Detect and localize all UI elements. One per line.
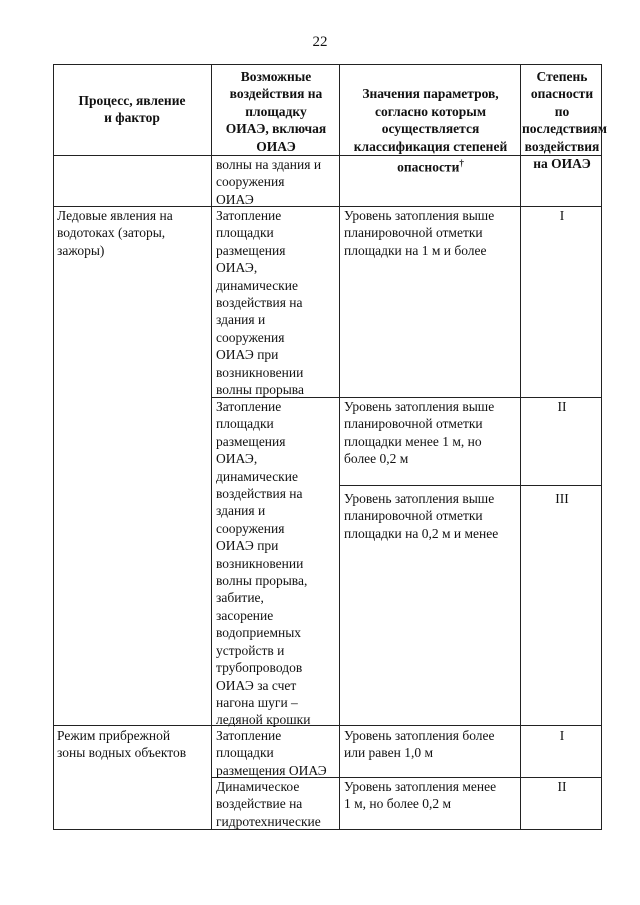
col-divider-3 — [520, 64, 521, 830]
row2a-hazard-degree: II — [557, 399, 567, 414]
row1-hazard-degree: I — [559, 208, 565, 223]
header-hazard-degree: Степень опасности по последствиям воздействия на ОИАЭ — [522, 69, 607, 172]
row2a-parameter: Уровень затопления выше планировочной отметки площадки менее 1 м, но более 0,2 м — [344, 399, 495, 467]
row3a-parameter: Уровень затопления более или равен 1,0 м — [344, 728, 495, 761]
header-parameters — [341, 68, 520, 176]
header-impacts: Возможные воздействия на площадку ОИАЭ, включая ОИАЭ — [225, 69, 327, 154]
row2-impact: Затопление площадки размещения ОИАЭ, динамические воздействия на здания и сооружения ОИАЭ при возникновении волны прорыва, забитие, засорение водоприемных устройств и трубопроводов ОИАЭ за счет нагона шуги – ледяной крошки — [216, 399, 311, 728]
col-divider-1 — [211, 64, 212, 830]
row2b-parameter: Уровень затопления выше планировочной отметки площадки на 0,2 м и менее — [344, 491, 499, 541]
table-border-left — [53, 64, 54, 830]
subrow-divider-2 — [339, 485, 602, 486]
row1-process: Ледовые явления на водотоках (заторы, зажоры) — [57, 208, 173, 258]
row3-process: Режим прибрежной зоны водных объектов — [57, 728, 187, 761]
page-number: 22 — [312, 34, 328, 50]
row1-impact: Затопление площадки размещения ОИАЭ, динамические воздействия на здания и сооружения ОИАЭ при возникновении волны прорыва — [216, 208, 304, 398]
row3a-impact: Затопление площадки размещения ОИАЭ — [216, 728, 327, 778]
col-divider-2 — [339, 64, 340, 830]
header-process: Процесс, явление и фактор — [78, 93, 186, 126]
header-parameters-text: Значения параметров, согласно которым осуществляется классификация степеней опасности — [353, 86, 508, 175]
row3b-hazard-degree: II — [557, 779, 567, 794]
row1-parameter: Уровень затопления выше планировочной отметки площадки на 1 м и более — [344, 208, 495, 258]
row3b-parameter: Уровень затопления менее 1 м, но более 0,2 м — [344, 779, 497, 812]
row0-impact: волны на здания и сооружения ОИАЭ — [216, 157, 322, 207]
row3a-hazard-degree: I — [559, 728, 565, 743]
row3b-impact: Динамическое воздействие на гидротехнические — [216, 779, 321, 829]
footnote-mark: † — [459, 158, 464, 169]
table-border-right — [601, 64, 602, 830]
row2b-hazard-degree: III — [555, 491, 569, 506]
